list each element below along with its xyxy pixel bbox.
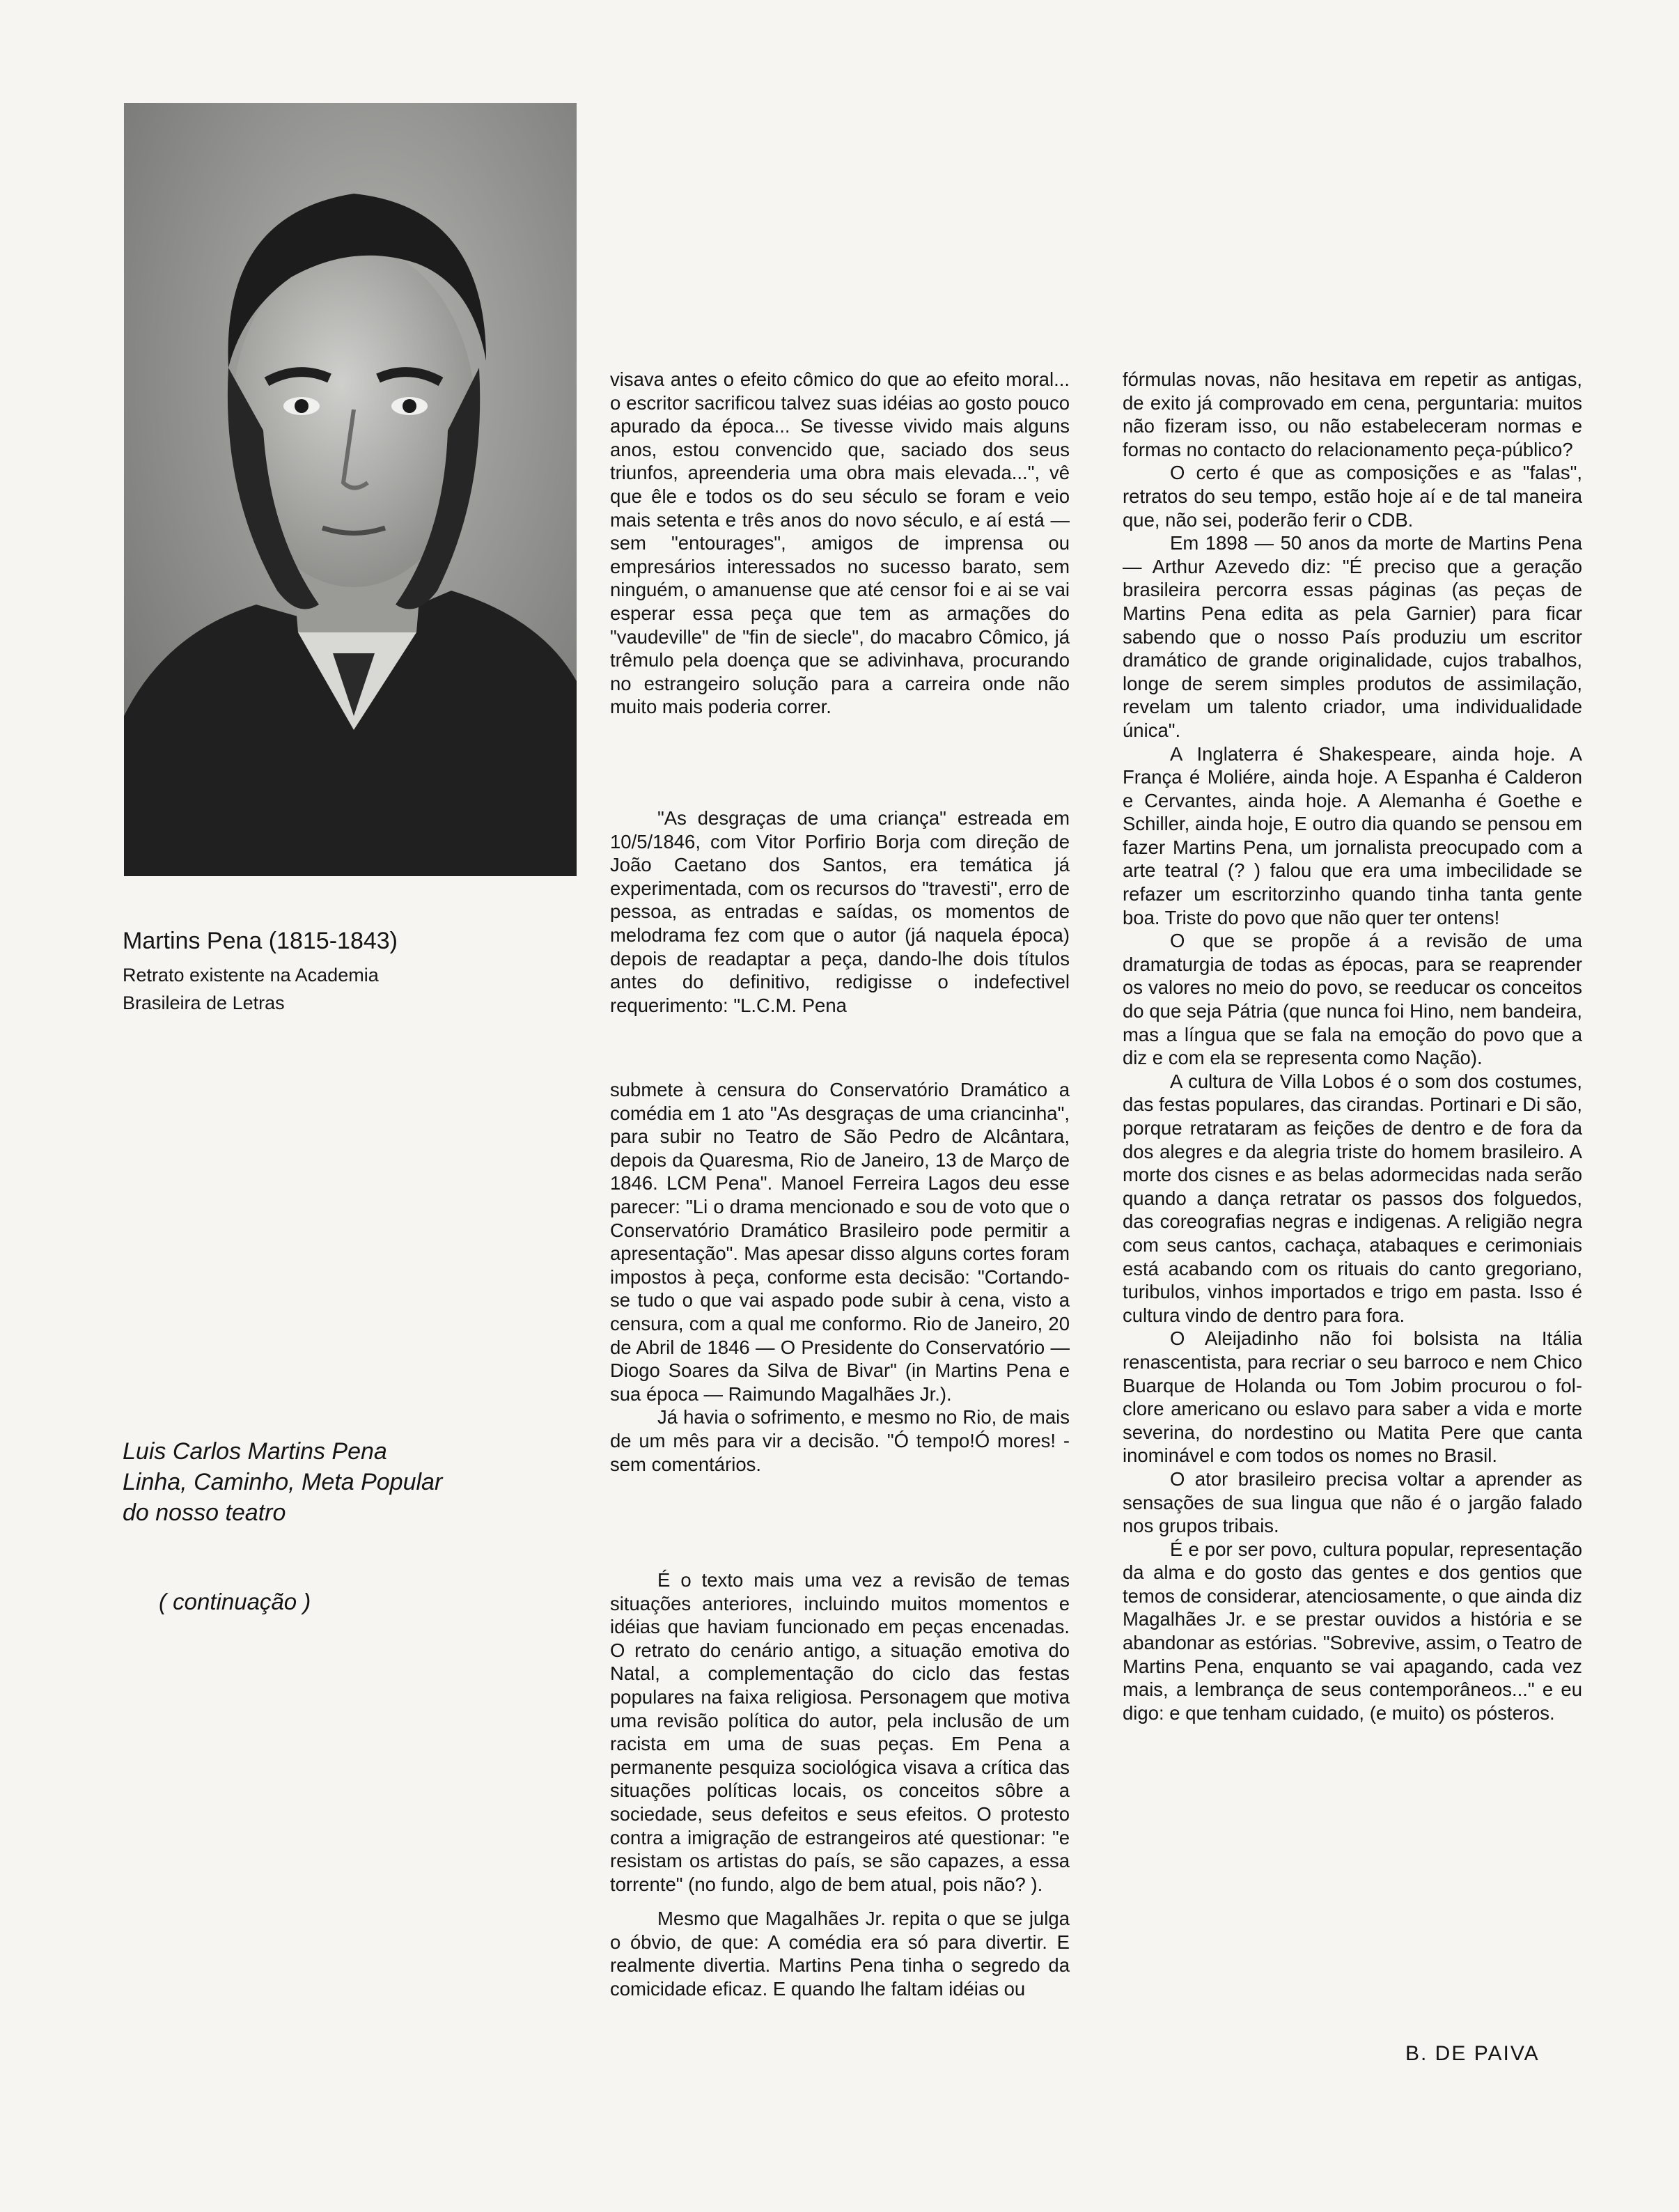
article-title-line: Linha, Caminho, Meta Popular	[123, 1469, 443, 1495]
caption-line: Brasileira de Letras	[123, 992, 285, 1013]
paragraph: É e por ser povo, cultura popular, representação da alma e do gosto das gentes e dos gentios que temos de considerar, atenciosamente, o que ainda diz Magalhães Jr. e se prestar ouvidos a história e se abandonar as estórias. "Sobrevive, assim, o Teatro de Martins Pena, enquanto se vai apagando, cada vez mais, a lembrança de seus contemporâneos..." e eu digo: e que tenham cuidado, (e muito) os pósteros.	[1123, 1538, 1582, 1724]
paragraph: Em 1898 — 50 anos da morte de Martins Pena — Arthur Azevedo diz: "É preciso que a geração brasileira percorra essas páginas (as peças de Martins Pena edita as pela Garnier) para ficar sabendo que o nosso País produziu um escritor dramático de grande originalidade, cujos trabalhos, longe de serem simples produtos de assimilação, revelam um talento criador, uma individualidade única".	[1123, 532, 1582, 741]
paragraph: Já havia o sofrimento, e mesmo no Rio, de mais de um mês para vir a decisão. "Ó tempo!Ó mores! - sem comentários.	[610, 1406, 1070, 1475]
paragraph: visava antes o efeito cômico do que ao efeito moral... o escritor sacrificou talvez suas idéias ao gosto pouco apurado da época... Se tivesse vivido mais alguns anos, estou convencido que, saciado dos seus triunfos, apreenderia uma obra mais elevada...", vê que êle e todos os do seu século se foram e veio mais setenta e três anos do novo século, e aí está — sem "entourages", amigos de imprensa ou empresários interessados no sucesso barato, sem ninguém, o amanuense que até censor foi e ai se vai esperar essa peça que tem as armações do "vaudeville" de "fin de siecle", do macabro Cômico, já trêmulo pela doença que se adivinhava, procurando no estrangeiro solução para a carreira onde não muito mais poderia correr.	[610, 368, 1070, 718]
paragraph: É o texto mais uma vez a revisão de temas situações anteriores, incluindo muitos momentos e idéias que haviam funcionado em peças encenadas. O retrato do cenário antigo, a situação emotiva do Natal, a complementação do ciclo das festas populares na faixa religiosa. Personagem que motiva uma revisão política do autor, pela inclusão de um racista em uma de suas peças. Em Pena a permanente pesquiza sociológica visava a crítica das situações políticas locais, os conceitos sôbre a sociedade, seus defeitos e seus efeitos. O protesto contra a imigração de estrangeiros até questionar: "e resistam os artistas do país, se são capazes, a essa torrente" (no fundo, algo de bem atual, pois não? ).	[610, 1569, 1070, 1895]
article-title-line: do nosso teatro	[123, 1500, 286, 1526]
text-column-1-block-2	[610, 807, 1070, 1017]
paragraph: "As desgraças de uma criança" estreada em 10/5/1846, com Vitor Porfirio Borja com direção de João Caetano dos Santos, era temática já experimentada, com os recursos do "travesti", erro de pessoa, as entradas e saídas, os momentos de melodrama fez com que o autor (já naquela época) depois de readaptar a peça, dando-lhe dois títulos antes do definitivo, redigisse o indefectivel requerimento: "L.C.M. Pena	[610, 807, 1070, 1016]
text-column-1-block-3	[610, 1078, 1070, 1476]
paragraph: O que se propõe á a revisão de uma dramaturgia de todas as épocas, para se reaprender os valores no meio do povo, se reeducar os conceitos do que seja Pátria (que nunca foi Hino, nem bandeira, mas a língua que se fala na emoção do povo que a diz e com ela se representa como Nação).	[1123, 930, 1582, 1069]
continuation-note: ( continuação )	[159, 1589, 311, 1614]
paragraph: O certo é que as composições e as "falas", retratos do seu tempo, estão hoje aí e de tal maneira que, não sei, poderão ferir o CDB.	[1123, 462, 1582, 531]
photo-caption	[123, 925, 513, 1017]
paragraph: O Aleijadinho não foi bolsista na Itália renascentista, para recriar o seu barroco e nem Chico Buarque de Holanda ou Tom Jobim procurou o fol-clore americano ou eslavo para saber a vida e morte severina, do nordestino ou Matita Pere que canta inominável e com todos os nomes no Brasil.	[1123, 1327, 1582, 1467]
paragraph: O ator brasileiro precisa voltar a aprender as sensações de sua lingua que não é o jargão falado nos grupos tribais.	[1123, 1467, 1582, 1537]
text-column-1-block-4	[610, 1568, 1070, 1896]
paragraph: A Inglaterra é Shakespeare, ainda hoje. A França é Moliére, ainda hoje. A Espanha é Calderon e Cervantes, ainda hoje. A Alemanha é Goethe e Schiller, ainda hoje, E outro dia quando se pensou em fazer Martins Pena, um jornalista preocupado com a arte teatral (? ) falou que era uma imbecilidade se refazer um escritorzinho quando tinha tanta gente boa. Triste do povo que não quer ter ontens!	[1123, 742, 1582, 928]
caption-line: Retrato existente na Academia	[123, 965, 379, 986]
author-signature: B. DE PAIVA	[1405, 2042, 1540, 2065]
portrait-photo	[124, 103, 577, 876]
article-title	[123, 1436, 513, 1528]
text-column-1-block-5	[610, 1907, 1070, 2000]
text-column-1-block-1	[610, 368, 1070, 719]
paragraph: submete à censura do Conservatório Dramático a comédia em 1 ato "As desgraças de uma criancinha", para subir no Teatro de São Pedro de Alcântara, depois da Quaresma, Rio de Janeiro, 13 de Março de 1846. LCM Pena". Manoel Ferreira Lagos deu esse parecer: "Li o drama mencionado e sou de voto que o Conservatório Dramático Brasileiro pode permitir a apresentação". Mas apesar disso alguns cortes foram impostos à peça, conforme esta decisão: "Cortando-se tudo o que vai aspado pode subir à cena, visto a censura, com a qual me conformo. Rio de Janeiro, 20 de Abril de 1846 — O Presidente do Conservatório — Diogo Soares da Silva de Bivar" (in Martins Pena e sua época — Raimundo Magalhães Jr.).	[610, 1079, 1070, 1405]
paragraph: A cultura de Villa Lobos é o som dos costumes, das festas populares, das cirandas. Portinari e Di são, porque retrataram as feições de dentro e de fora da dos alegres e da alegria triste do homem brasileiro. A morte dos cisnes e as belas adormecidas nada serão quando a dança retratar os passos dos folguedos, das coreografias negras e indigenas. A religião negra com seus cantos, cachaça, atabaques e cerimoniais está acabando com os rituais do canto gregoriano, turibulos, vinhos importados e trigo em pasta. Isso é cultura vindo de dentro para fora.	[1123, 1070, 1582, 1326]
article-title-line: Luis Carlos Martins Pena	[123, 1438, 387, 1465]
text-column-2	[1123, 368, 1582, 1724]
caption-title: Martins Pena (1815-1843)	[123, 928, 398, 954]
paragraph: fórmulas novas, não hesitava em repetir as antigas, de exito já comprovado em cena, perguntaria: muitos não fizeram isso, ou não estabeleceram normas e formas no contacto do relacionamento peça-público?	[1123, 368, 1582, 460]
caption-subtitle	[123, 961, 513, 1017]
paragraph: Mesmo que Magalhães Jr. repita o que se julga o óbvio, de que: A comédia era só para divertir. E realmente divertia. Martins Pena tinha o segredo da comicidade eficaz. E quando lhe faltam idéias ou	[610, 1908, 1070, 2000]
